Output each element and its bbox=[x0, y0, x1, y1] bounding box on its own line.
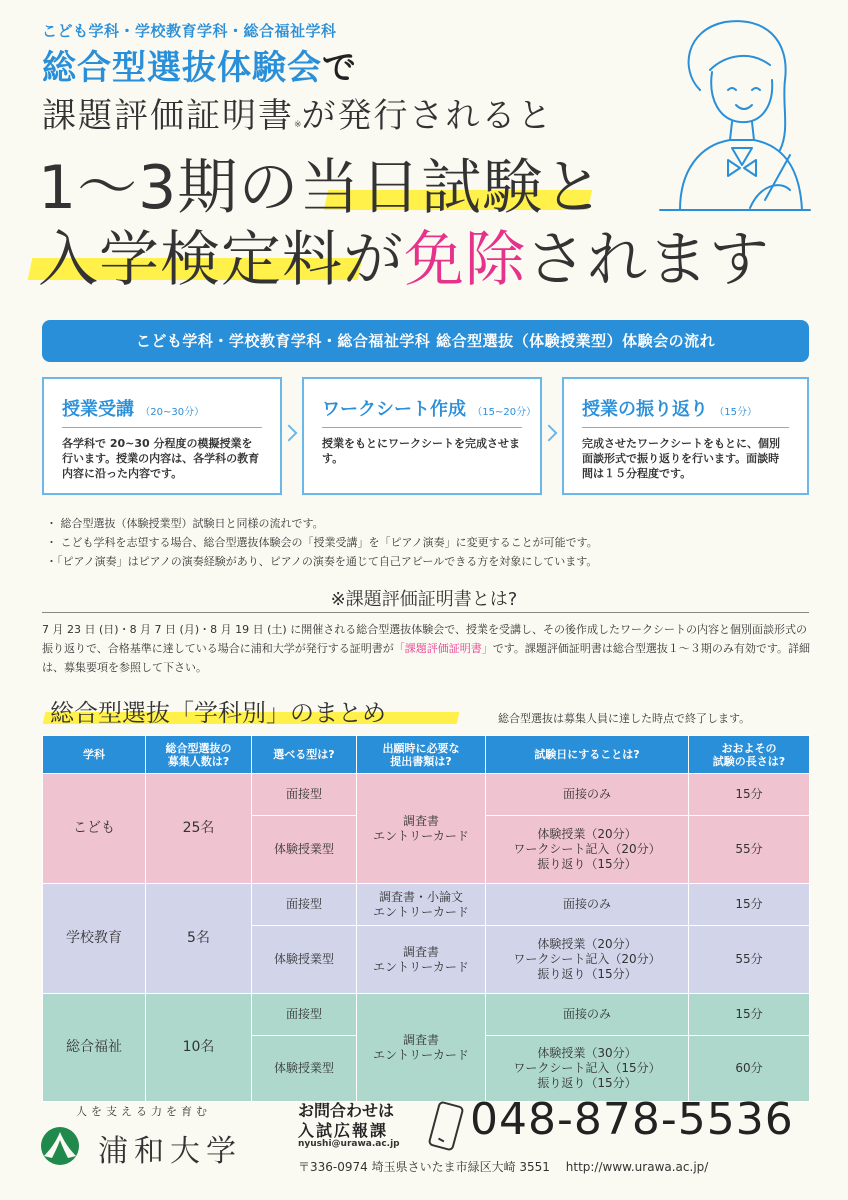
capacity-cell: 5名 bbox=[146, 884, 252, 994]
table-row bbox=[43, 994, 810, 1036]
flow-step-title: 授業の振り返り （15分） bbox=[582, 395, 789, 428]
type-cell: 面接型 bbox=[252, 884, 357, 926]
type-cell: 面接型 bbox=[252, 994, 357, 1036]
chevron-right-icon bbox=[281, 425, 298, 442]
table-row bbox=[43, 884, 810, 926]
dept-cell: 総合福祉 bbox=[43, 994, 146, 1102]
headline-line-4: 入学検定料が免除されます bbox=[38, 225, 770, 295]
note-item: ・ 総合型選抜（体験授業型）試験日と同様の流れです。 bbox=[46, 517, 324, 530]
chevron-right-icon bbox=[541, 425, 558, 442]
type-cell: 体験授業型 bbox=[252, 926, 357, 994]
notes-list bbox=[46, 514, 598, 571]
exam-length-cell: 15分 bbox=[689, 994, 810, 1036]
header-subtitle: こども学科・学校教育学科・総合福祉学科 bbox=[42, 22, 337, 40]
flow-banner: こども学科・学校教育学科・総合福祉学科 総合型選抜（体験授業型）体験会の流れ bbox=[42, 320, 809, 362]
flow-step-body: 授業をもとにワークシートを完成させます。 bbox=[322, 437, 520, 465]
type-cell: 体験授業型 bbox=[252, 816, 357, 884]
table-header-row bbox=[43, 736, 810, 774]
headline-line-2: 課題評価証明書※が発行されると bbox=[42, 96, 554, 136]
note-item: ・ こども学科を志望する場合、総合型選抜体験会の「授業受講」を「ピアノ演奏」に変更することが可能です。 bbox=[46, 536, 598, 549]
exam-length-cell: 15分 bbox=[689, 884, 810, 926]
summary-table bbox=[42, 735, 810, 1102]
header-capacity: 総合型選抜の 募集人数は? bbox=[146, 736, 252, 774]
flow-step-body: 完成させたワークシートをもとに、個別面談形式で振り返りを行います。面談時間は１５分程度です。 bbox=[582, 437, 780, 480]
headline-line-1: 総合型選抜体験会で bbox=[42, 48, 357, 88]
flow-step-title: 授業受講 （20~30分） bbox=[62, 395, 262, 428]
flow-step-title: ワークシート作成 （15~20分） bbox=[322, 395, 522, 428]
header-documents: 出願時に必要な 提出書類は? bbox=[357, 736, 486, 774]
exam-content-cell: 面接のみ bbox=[486, 774, 689, 816]
flow-step-card bbox=[302, 377, 542, 495]
exam-content-cell: 面接のみ bbox=[486, 994, 689, 1036]
address-and-url: 〒336-0974 埼玉県さいたま市緑区大崎 3551 http://www.urawa.ac.jp/ bbox=[298, 1160, 709, 1174]
header-exam-content: 試験日にすることは? bbox=[486, 736, 689, 774]
summary-title: 総合型選抜「学科別」のまとめ bbox=[50, 699, 386, 727]
flow-step-body: 各学科で 20~30 分程度の模擬授業を行います。授業の内容は、各学科の教育内容に沿った内容です。 bbox=[62, 437, 260, 480]
table-row bbox=[43, 774, 810, 816]
documents-cell: 調査書 エントリーカード bbox=[357, 926, 486, 994]
exam-length-cell: 60分 bbox=[689, 1036, 810, 1102]
type-cell: 体験授業型 bbox=[252, 1036, 357, 1102]
inquiry-label: お問合わせは bbox=[298, 1101, 395, 1120]
note-item: ・「ピアノ演奏」はピアノの演奏経験があり、ピアノの演奏を通じて自己アピールできる方を対象にしています。 bbox=[46, 555, 598, 568]
exam-content-cell: 体験授業（30分） ワークシート記入（15分） 振り返り（15分） bbox=[486, 1036, 689, 1102]
exam-content-cell: 体験授業（20分） ワークシート記入（20分） 振り返り（15分） bbox=[486, 816, 689, 884]
exam-length-cell: 15分 bbox=[689, 774, 810, 816]
dept-cell: こども bbox=[43, 774, 146, 884]
headline-exempt: 免除 bbox=[404, 225, 526, 295]
university-logo-icon bbox=[40, 1126, 80, 1166]
documents-cell: 調査書 エントリーカード bbox=[357, 994, 486, 1102]
documents-cell: 調査書・小論文 エントリーカード bbox=[357, 884, 486, 926]
header-type: 選べる型は? bbox=[252, 736, 357, 774]
headline-line-3: 1〜3期の当日試験と bbox=[38, 153, 605, 223]
definition-title: ※課題評価証明書とは? bbox=[330, 589, 518, 610]
headline-event-name: 総合型選抜体験会 bbox=[42, 48, 322, 88]
definition-body: 7 月 23 日 (日)・8 月 7 日 (月)・8 月 19 日 (土) に開催される総合型選抜体験会で、授業を受講し、その後作成したワークシートの内容と個別面談形式の振り返りで、合格基準に達している場合に浦和大学が発行する証明書が「課題評価証明書」です。課題評価証明書は総合型選抜１～３期のみ有効です。詳細は、募集要項を参照して下さい。 bbox=[42, 623, 811, 674]
exam-content-cell: 面接のみ bbox=[486, 884, 689, 926]
capacity-cell: 25名 bbox=[146, 774, 252, 884]
exam-length-cell: 55分 bbox=[689, 926, 810, 994]
student-illustration bbox=[640, 10, 820, 220]
summary-note: 総合型選抜は募集人員に達した時点で終了します。 bbox=[498, 712, 751, 725]
flow-step-card bbox=[562, 377, 809, 495]
university-slogan: 人を支える力を育む bbox=[76, 1105, 211, 1118]
divider bbox=[42, 612, 809, 613]
flow-step-card bbox=[42, 377, 282, 495]
phone-number[interactable]: 048-878-5536 bbox=[470, 1094, 794, 1145]
capacity-cell: 10名 bbox=[146, 994, 252, 1102]
exam-content-cell: 体験授業（20分） ワークシート記入（20分） 振り返り（15分） bbox=[486, 926, 689, 994]
phone-icon bbox=[426, 1100, 466, 1152]
type-cell: 面接型 bbox=[252, 774, 357, 816]
documents-cell: 調査書 エントリーカード bbox=[357, 774, 486, 884]
inquiry-office: 入試広報課 bbox=[298, 1121, 389, 1140]
certificate-name: 「課題評価証明書」 bbox=[393, 642, 493, 655]
header-dept: 学科 bbox=[43, 736, 146, 774]
dept-cell: 学校教育 bbox=[43, 884, 146, 994]
exam-length-cell: 55分 bbox=[689, 816, 810, 884]
university-name: 浦和大学 bbox=[98, 1134, 242, 1169]
inquiry-email[interactable]: nyushi@urawa.ac.jp bbox=[298, 1139, 400, 1149]
header-exam-length: おおよその 試験の長さは? bbox=[689, 736, 810, 774]
